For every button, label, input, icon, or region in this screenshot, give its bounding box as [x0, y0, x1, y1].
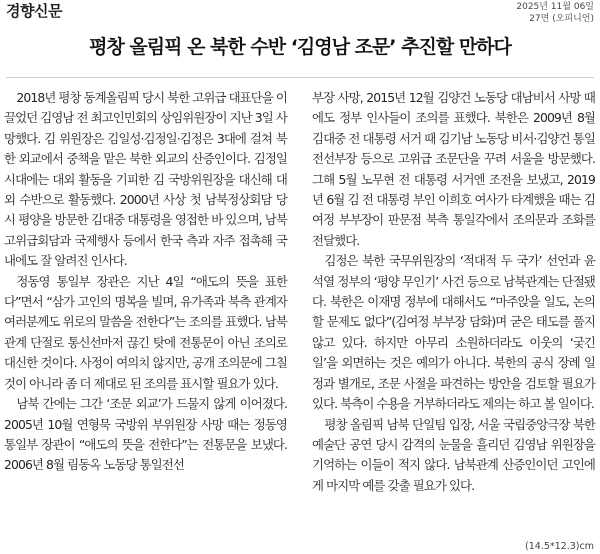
- article-column-right: [312, 88, 595, 496]
- article-headline: 평창 올림픽 온 북한 수반 ‘김영남 조문’ 추진할 만하다: [89, 36, 511, 58]
- paragraph: 2018년 평창 동계올림픽 당시 북한 고위급 대표단을 이끌었던 김영남 전 최고인민회의 상임위원장이 지난 3일 사망했다. 김 위원장은 김일성·김정일·김정은 3대에 걸쳐 북한 외교에서 중책을 맡은 북한 외교의 산증인이다. 김정일 시대에는 대외 활동을 기피한 김 국방위원장을 대신해 대외 수반으로 활동했다. 2000년 사상 첫 남북정상회담 당시 평양을 방문한 김대중 대통령을 영접한 바 있으며, 남북 고위급회담과 국제행사 등에서 한국 측과 자주 접촉해 국내에도 잘 알려진 인사다.: [4, 90, 287, 269]
- paragraph-continued: 부장 사망, 2015년 12월 김양건 노동당 대남비서 사망 때에도 정부 인사들이 조의를 표했다. 북한은 2009년 8월 김대중 전 대통령 서거 때 김기남 노동당 비서·김양건 통일전선부장 등으로 고위급 조문단을 꾸려 서울을 방문했다. 그해 5월 노무현 전 대통령 서거엔 조전을 보냈고, 2019년 6월 김 전 대통령 부인 이희호 여사가 타계했을 때는 김여정 부부장이 판문점 북측 통일각에서 조의문과 조화를 전달했다.: [312, 90, 595, 248]
- issue-date: 2025년 11월 06일: [516, 2, 594, 12]
- page-info: 27면 (오피니언): [529, 14, 594, 24]
- article-size-note: (14.5*12.3)cm: [525, 541, 594, 552]
- paragraph: 남북 간에는 그간 ‘조문 외교’가 드물지 않게 이어졌다. 2005년 10월 연형묵 국방위 부위원장 사망 때는 정동영 통일부 장관이 “애도의 뜻을 전한다”는 전통문을 보냈다. 2006년 8월 림동옥 노동당 통일전선: [4, 396, 287, 473]
- paragraph: 정동영 통일부 장관은 지난 4일 “애도의 뜻을 표한다”면서 “삼가 고인의 명복을 빌며, 유가족과 북측 관계자 여러분께도 위로의 말씀을 전한다”는 조의를 표했다. 남북관계 단절로 통신선마저 끊긴 탓에 전통문이 아닌 조의로 대신한 것이다. 사정이 여의치 않지만, 공개 조의문에 그칠 것이 아니라 좀 더 제대로 된 조의를 표시할 필요가 있다.: [4, 273, 287, 391]
- headline-divider: [6, 77, 594, 78]
- issue-meta: [516, 1, 594, 25]
- article-column-left: [4, 88, 287, 476]
- paragraph: 김정은 북한 국무위원장의 ‘적대적 두 국가’ 선언과 윤석열 정부의 ‘평양 무인기’ 사건 등으로 남북관계는 단절됐다. 북한은 이재명 정부에 대해서도 “마주앉을 일도, 논의할 문제도 없다”(김여정 부부장 담화)며 굳은 태도를 풀지 않고 있다. 하지만 아무리 소원하더라도 이웃의 ‘궂긴 일’을 외면하는 것은 예의가 아니다. 북한의 공식 장례 일정과 별개로, 조문 사절을 파견하는 방안을 검토할 필요가 있다. 북측이 수용을 거부하더라도 제의는 하고 볼 일이다.: [312, 253, 595, 412]
- paragraph: 평창 올림픽 남북 단일팀 입장, 서울 국립중앙극장 북한 예술단 공연 당시 감격의 눈물을 흘리던 김영남 위원장을 기억하는 이들이 적지 않다. 남북관계 산증인이던 고인에게 마지막 예를 갖출 필요가 있다.: [312, 416, 595, 493]
- newspaper-name: 경향신문: [6, 2, 62, 20]
